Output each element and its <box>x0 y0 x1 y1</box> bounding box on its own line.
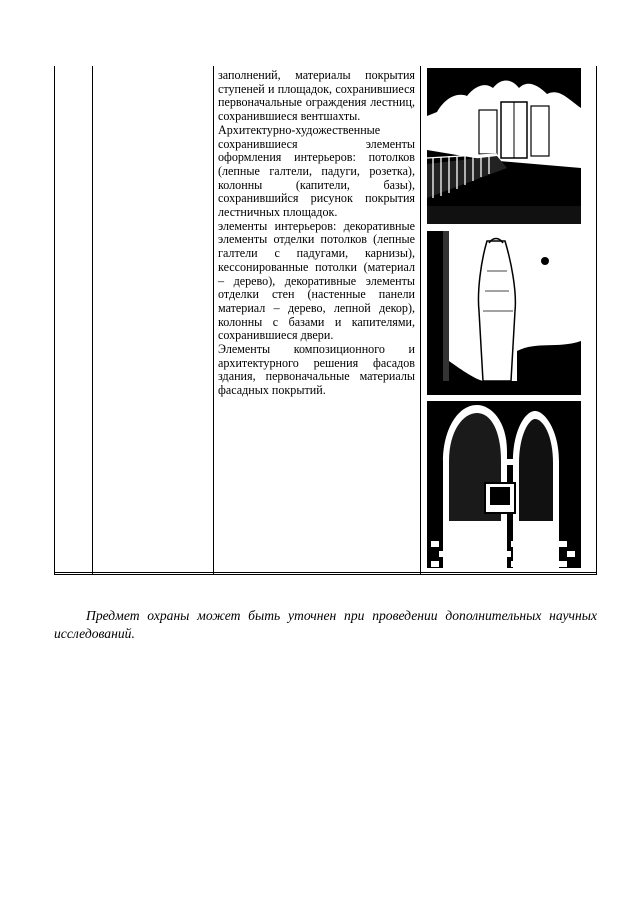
table-border-right <box>596 66 597 575</box>
photo-staircase <box>427 68 581 224</box>
table-divider-3 <box>420 66 421 575</box>
table-border-bottom <box>54 574 597 575</box>
protection-subject-text <box>218 69 415 398</box>
protection-note: Предмет охраны может быть уточнен при проведении дополнительных научных исследований. <box>54 607 597 641</box>
text-paragraph: элементы интерьеров: декоративные элементы отделки потолков (лепные галтели с падугами, карнизы), кессонированные потолки (материал – дерево), декоративные элементы отделки стен (настенные панели материал – дерево, лепной декор), колонны с базами и капителями, сохранившиеся двери. <box>218 218 415 343</box>
text-paragraph: Элементы композиционного и архитектурного решения фасадов здания, первоначальные материалы фасадных покрытий. <box>218 342 415 398</box>
photo-arched-hall <box>427 401 581 568</box>
photo-column <box>427 231 581 395</box>
text-paragraph: Архитектурно-художественные сохранившиеся элементы оформления интерьеров: потолков (лепные галтели, падуги, розетка), колонны (капители, базы), сохранившийся рисунок покрытия лестничных площадок. <box>218 122 415 220</box>
table-border-bottom-inner <box>54 572 597 573</box>
table-border-left <box>54 66 55 575</box>
text-paragraph: заполнений, материалы покрытия ступеней и площадок, сохранившиеся первоначальные ограждения лестниц, сохранившиеся вентшахты. <box>218 68 415 124</box>
table-divider-1 <box>92 66 93 575</box>
table-divider-2 <box>213 66 214 575</box>
